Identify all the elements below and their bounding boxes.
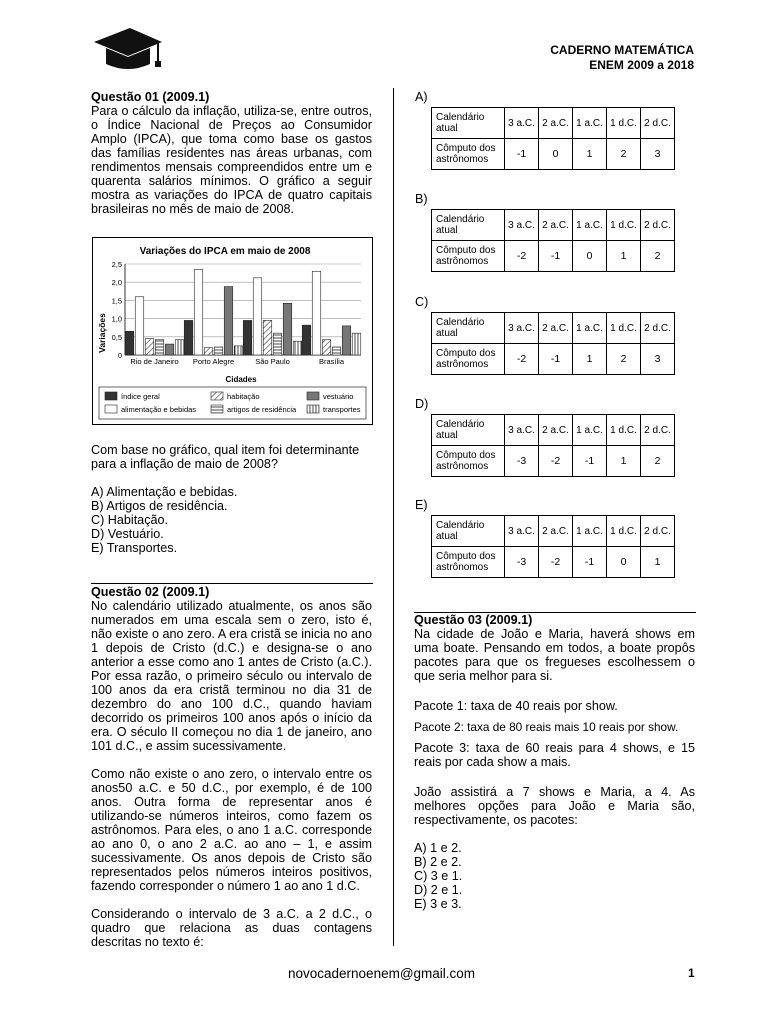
row-label-line: Cômputo dos (436, 348, 496, 359)
q1-option-d[interactable]: D) Vestuário. (91, 527, 164, 541)
column-divider (393, 88, 394, 946)
chart-bar (125, 331, 134, 355)
chart-bar (273, 333, 282, 355)
chart-bar (253, 278, 262, 355)
q2-option-letter[interactable]: B) (415, 192, 428, 206)
chart-category-label: São Paulo (255, 357, 290, 366)
question-2 (91, 585, 372, 949)
chart-bar (332, 347, 341, 355)
q3-body: Na cidade de João e Maria, haverá shows em uma boate. Pensando em todos, a boate propôs pacotes para que os fregueses escolhessem o que seria melhor para si. (414, 627, 695, 683)
astronomer-value-cell: 1 (573, 139, 607, 170)
chart-bar (234, 346, 243, 355)
q1-body: Para o cálculo da inflação, utiliza-se, entre outros, o Índice Nacional de Preços ao Consumidor Amplo (IPCA), que toma como base os gastos das famílias residentes nas áreas urbanas, com rendimentos mensais compreendidos entre um e quarenta salários mínimos. O gráfico a seguir mostra as variações do IPCA de quatro capitais brasileiras no mês de maio de 2008. (91, 104, 372, 216)
q2-option-table[interactable] (431, 107, 675, 170)
q2-option-table[interactable] (431, 312, 675, 375)
row-label-line: Calendário (436, 317, 485, 328)
chart-bar (302, 325, 311, 355)
astronomer-value-cell: 2 (607, 139, 641, 170)
year-cell: 1 a.C. (573, 415, 607, 446)
chart-bar (165, 344, 174, 355)
astronomer-value-cell: -3 (505, 446, 539, 477)
chart-bar (135, 297, 144, 355)
chart-xlabel: Cidades (225, 375, 257, 384)
year-cell: 1 d.C. (607, 415, 641, 446)
row-label-line: atual (436, 328, 458, 339)
chart-category-label: Rio de Janeiro (130, 357, 179, 366)
row-label-calendar (432, 108, 505, 139)
astronomer-value-cell: -1 (573, 446, 607, 477)
q2-paragraph-2: Como não existe o ano zero, o intervalo entre os anos50 a.C. e 50 d.C., por exemplo, é de 100 anos. Outra forma de representar anos é utilizando-se números inteiros, como fazem os astrônomos. Para eles, o ano 1 a.C. corresponde ao ano 0, o ano 2 a.C. ao ano – 1, e assim sucessivamente. Os anos depois de Cristo são representados pelos números inteiros positivos, fazendo corresponder o número 1 ao ano 1 d.C. (91, 767, 372, 893)
chart-y-tick-label: 1,0 (111, 314, 122, 324)
chart-y-tick-label: 1,5 (111, 296, 122, 306)
header-title: CADERNO MATEMÁTICA (550, 43, 694, 57)
row-label-line: atual (436, 225, 458, 236)
year-cell: 2 a.C. (539, 313, 573, 344)
chart-bar (204, 348, 213, 355)
chart-bar (175, 340, 184, 355)
astronomer-value-cell: 1 (573, 344, 607, 375)
row-label-line: astrônomos (436, 562, 489, 573)
year-cell: 1 a.C. (573, 108, 607, 139)
chart-y-tick-label: 2,0 (111, 278, 122, 288)
q1-title: Questão 01 (2009.1) (91, 90, 210, 104)
q2-option-table[interactable] (431, 515, 675, 578)
q2-divider (91, 583, 373, 584)
year-cell: 1 a.C. (573, 516, 607, 547)
chart-bar (145, 339, 154, 355)
chart-y-tick-label: 0 (117, 351, 122, 360)
header-subtitle: ENEM 2009 a 2018 (589, 58, 694, 72)
year-cell: 2 d.C. (641, 313, 675, 344)
q2-option-letter[interactable]: D) (415, 397, 429, 411)
q2-option-table[interactable] (431, 414, 675, 477)
chart-bar (312, 271, 321, 355)
chart-legend-swatch (211, 405, 223, 413)
chart-legend-swatch (307, 405, 319, 413)
astronomer-value-cell: 3 (641, 344, 675, 375)
row-label-line: Cômputo dos (436, 245, 496, 256)
year-cell: 1 d.C. (607, 210, 641, 241)
chart-bar (263, 320, 272, 355)
year-cell: 1 a.C. (573, 210, 607, 241)
year-cell: 1 a.C. (573, 313, 607, 344)
astronomer-value-cell: 0 (607, 547, 641, 578)
chart-bar (352, 333, 361, 355)
year-cell: 2 d.C. (641, 415, 675, 446)
q3-package-3: Pacote 3: taxa de 60 reais para 4 shows, e 15 reais por cada show a mais. (414, 741, 695, 769)
astronomer-value-cell: -2 (539, 547, 573, 578)
year-cell: 3 a.C. (505, 108, 539, 139)
row-label-line: Calendário (436, 419, 485, 430)
chart-legend-swatch (211, 392, 223, 400)
chart-bar (243, 320, 252, 355)
ipca-chart-svg (93, 238, 372, 424)
astronomer-value-cell: -2 (505, 344, 539, 375)
chart-bar (342, 326, 351, 355)
q3-package-2: Pacote 2: taxa de 80 reais mais 10 reais por show. (414, 720, 679, 734)
year-cell: 2 a.C. (539, 108, 573, 139)
document-header (550, 43, 694, 73)
chart-bar (322, 340, 331, 355)
chart-legend-label: índice geral (121, 392, 160, 401)
row-label-astronomers (432, 344, 505, 375)
chart-legend-swatch (105, 392, 117, 400)
chart-category-label: Brasília (318, 357, 345, 366)
row-label-calendar (432, 313, 505, 344)
astronomer-value-cell: -1 (539, 241, 573, 272)
year-cell: 1 d.C. (607, 516, 641, 547)
astronomer-value-cell: 0 (573, 241, 607, 272)
chart-legend-label: vestuário (323, 392, 354, 401)
year-cell: 3 a.C. (505, 313, 539, 344)
astronomer-value-cell: -2 (505, 241, 539, 272)
q1-option-c[interactable]: C) Habitação. (91, 513, 168, 527)
row-label-astronomers (432, 139, 505, 170)
chart-bar (224, 287, 233, 355)
row-label-line: astrônomos (436, 154, 489, 165)
graduation-cap-logo (92, 24, 164, 74)
chart-y-tick-label: 2,5 (111, 260, 122, 269)
astronomer-value-cell: -3 (505, 547, 539, 578)
q1-option-a[interactable]: A) Alimentação e bebidas. (91, 485, 238, 499)
chart-bar (194, 269, 203, 355)
row-label-calendar (432, 415, 505, 446)
year-cell: 1 d.C. (607, 313, 641, 344)
row-label-line: Cômputo dos (436, 143, 496, 154)
chart-legend-label: habitação (227, 392, 260, 401)
q1-question: Com base no gráfico, qual item foi determinante para a inflação de maio de 2008? (91, 443, 360, 471)
chart-bar (155, 340, 164, 355)
year-cell: 2 a.C. (539, 516, 573, 547)
chart-legend-label: transportes (323, 405, 361, 414)
astronomer-value-cell: -2 (539, 446, 573, 477)
year-cell: 3 a.C. (505, 415, 539, 446)
q2-option-letter[interactable]: C) (415, 295, 429, 309)
chart-y-tick-label: 0,5 (111, 332, 122, 342)
row-label-calendar (432, 516, 505, 547)
year-cell: 3 a.C. (505, 516, 539, 547)
year-cell: 2 a.C. (539, 415, 573, 446)
row-label-line: Calendário (436, 112, 485, 123)
year-cell: 1 d.C. (607, 108, 641, 139)
chart-category-label: Porto Alegre (192, 357, 235, 366)
q3-option-b[interactable]: B) 2 e 2. (414, 855, 462, 869)
q2-paragraph-1: No calendário utilizado atualmente, os anos são numerados em uma escala sem o zero, isto é, não existe o ano zero. A era cristã se inicia no ano 1 depois de Cristo (d.C.) e designa-se o ano anterior a esse como ano 1 antes de Cristo (a.C.). Por essa razão, o primeiro século ou intervalo de 100 anos da era cristã terminou no dia 31 de dezembro do ano 100 d.C., quando haviam decorrido os primeiros 100 anos após o início da era. O século II começou no dia 1 de janeiro, ano 101 d.C., e assim sucessivamente. (91, 599, 372, 753)
year-cell: 2 a.C. (539, 210, 573, 241)
q3-option-d[interactable]: D) 2 e 1. (414, 883, 463, 897)
q3-package-1: Pacote 1: taxa de 40 reais por show. (414, 699, 618, 713)
row-label-calendar (432, 210, 505, 241)
q2-option-table[interactable] (431, 209, 675, 272)
astronomer-value-cell: 1 (607, 446, 641, 477)
row-label-line: atual (436, 123, 458, 134)
row-label-line: Calendário (436, 520, 485, 531)
q3-option-c[interactable]: C) 3 e 1. (414, 869, 463, 883)
row-label-astronomers (432, 446, 505, 477)
q3-option-e[interactable]: E) 3 e 3. (414, 897, 462, 911)
q1-option-e[interactable]: E) Transportes. (91, 541, 178, 555)
chart-legend-label: artigos de residência (227, 405, 297, 414)
chart-legend-label: alimentação e bebidas (121, 405, 197, 414)
chart-bar (283, 303, 292, 355)
year-cell: 2 d.C. (641, 516, 675, 547)
question-3 (414, 613, 695, 911)
row-label-line: astrônomos (436, 256, 489, 267)
astronomer-value-cell: 2 (607, 344, 641, 375)
astronomer-value-cell: 1 (607, 241, 641, 272)
row-label-line: Cômputo dos (436, 551, 496, 562)
astronomer-value-cell: 2 (641, 241, 675, 272)
footer-email[interactable]: novocadernoenem@gmail.com (288, 966, 476, 981)
year-cell: 2 d.C. (641, 108, 675, 139)
q2-option-letter[interactable]: A) (415, 90, 428, 104)
astronomer-value-cell: 0 (539, 139, 573, 170)
row-label-line: atual (436, 531, 458, 542)
chart-legend-swatch (105, 405, 117, 413)
astronomer-value-cell: -1 (539, 344, 573, 375)
year-cell: 2 d.C. (641, 210, 675, 241)
astronomer-value-cell: 2 (641, 446, 675, 477)
q3-question: João assistirá a 7 shows e Maria, a 4. As melhores opções para João e Maria são, respectivamente, os pacotes: (414, 785, 695, 827)
chart-bar (214, 347, 223, 355)
q1-question-block (91, 443, 372, 555)
q3-option-a[interactable]: A) 1 e 2. (414, 841, 462, 855)
q3-title: Questão 03 (2009.1) (414, 613, 533, 627)
row-label-line: atual (436, 430, 458, 441)
chart-ylabel: Variações (97, 313, 107, 353)
row-label-line: astrônomos (436, 461, 489, 472)
chart-legend-swatch (307, 392, 319, 400)
question-1 (91, 90, 372, 216)
astronomer-value-cell: -1 (573, 547, 607, 578)
q2-paragraph-3: Considerando o intervalo de 3 a.C. a 2 d.C., o quadro que relaciona as duas contagens descritas no texto é: (91, 907, 372, 949)
q1-option-b[interactable]: B) Artigos de residência. (91, 499, 228, 513)
row-label-line: astrônomos (436, 359, 489, 370)
row-label-line: Calendário (436, 214, 485, 225)
page-number: 1 (688, 966, 695, 980)
row-label-astronomers (432, 241, 505, 272)
chart-bar (184, 320, 193, 355)
astronomer-value-cell: -1 (505, 139, 539, 170)
row-label-line: Cômputo dos (436, 450, 496, 461)
astronomer-value-cell: 3 (641, 139, 675, 170)
ipca-chart (92, 237, 373, 425)
chart-title: Variações do IPCA em maio de 2008 (139, 246, 311, 257)
q2-option-letter[interactable]: E) (415, 498, 428, 512)
astronomer-value-cell: 1 (641, 547, 675, 578)
chart-bar (293, 341, 302, 355)
year-cell: 3 a.C. (505, 210, 539, 241)
row-label-astronomers (432, 547, 505, 578)
q2-title: Questão 02 (2009.1) (91, 585, 210, 599)
